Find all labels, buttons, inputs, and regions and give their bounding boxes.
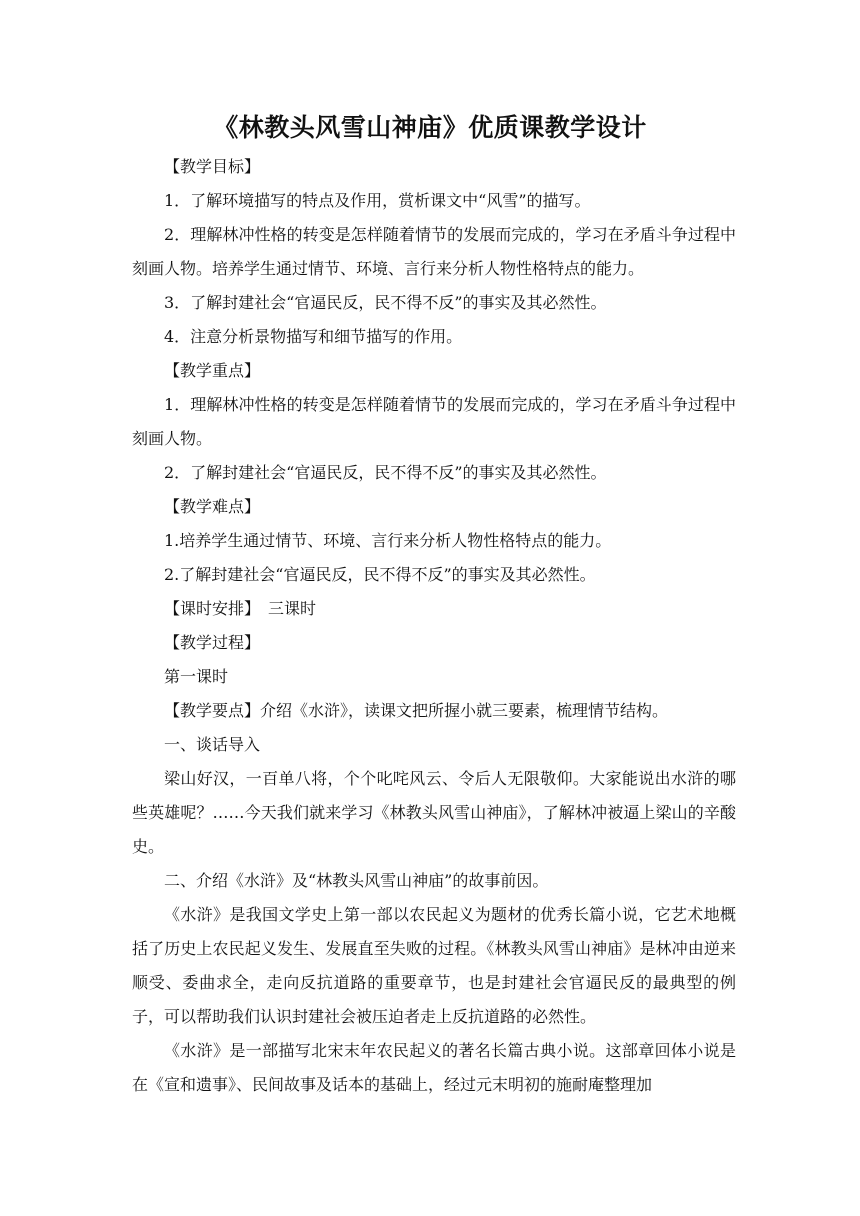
section-heading-process: 【教学过程】 [164,633,261,652]
objective-item: 1．了解环境描写的特点及作用，赏析课文中“风雪”的描写。 [164,191,591,210]
key-point-item: 1．理解林冲性格的转变是怎样随着情节的发展而完成的，学习在矛盾斗争过程中刻画人物。 [132,395,736,448]
section-heading-key-points: 【教学重点】 [164,361,261,380]
section-heading-objectives: 【教学目标】 [164,157,261,176]
document-title: 《林教头风雪山神庙》优质课教学设计 [213,113,647,142]
body-paragraph: 《水浒》是一部描写北宋末年农民起义的著名长篇古典小说。这部章回体小说是在《宣和遗事》、民间故事及话本的基础上，经过元末明初的施耐庵整理加 [132,1041,736,1094]
body-paragraph: 《水浒》是我国文学史上第一部以农民起义为题材的优秀长篇小说，它艺术地概括了历史上农民起义发生、发展直至失败的过程。《林教头风雪山神庙》是林冲由逆来顺受、委曲求全，走向反抗道路的重要章节，也是封建社会官逼民反的最典型的例子，可以帮助我们认识封建社会被压迫者走上反抗道路的必然性。 [132,905,736,1026]
objective-item: 3．了解封建社会“官逼民反，民不得不反”的事实及其必然性。 [164,293,607,312]
objective-item: 4．注意分析景物描写和细节描写的作用。 [164,327,463,346]
step-heading: 一、谈话导入 [164,735,261,754]
body-paragraph: 梁山好汉，一百单八将，个个叱咤风云、令后人无限敬仰。大家能说出水浒的哪些英雄呢？……今天我们就来学习《林教头风雪山神庙》，了解林冲被逼上梁山的辛酸史。 [132,769,736,856]
key-point-item: 2．了解封建社会“官逼民反，民不得不反”的事实及其必然性。 [164,463,607,482]
step-heading: 二、介绍《水浒》及“林教头风雪山神庙”的故事前因。 [164,871,549,890]
lesson-key-points: 【教学要点】介绍《水浒》，读课文把所握小就三要素，梳理情节结构。 [164,701,669,720]
objective-item: 2．理解林冲性格的转变是怎样随着情节的发展而完成的，学习在矛盾斗争过程中刻画人物。培养学生通过情节、环境、言行来分析人物性格特点的能力。 [132,225,736,278]
lesson-heading: 第一课时 [164,667,229,686]
section-heading-difficulties: 【教学难点】 [164,497,261,516]
document-body [132,150,736,1102]
section-heading-schedule: 【课时安排】 三课时 [164,599,317,618]
difficulty-item: 1.培养学生通过情节、环境、言行来分析人物性格特点的能力。 [164,531,612,550]
difficulty-item: 2.了解封建社会“官逼民反，民不得不反”的事实及其必然性。 [164,565,596,584]
